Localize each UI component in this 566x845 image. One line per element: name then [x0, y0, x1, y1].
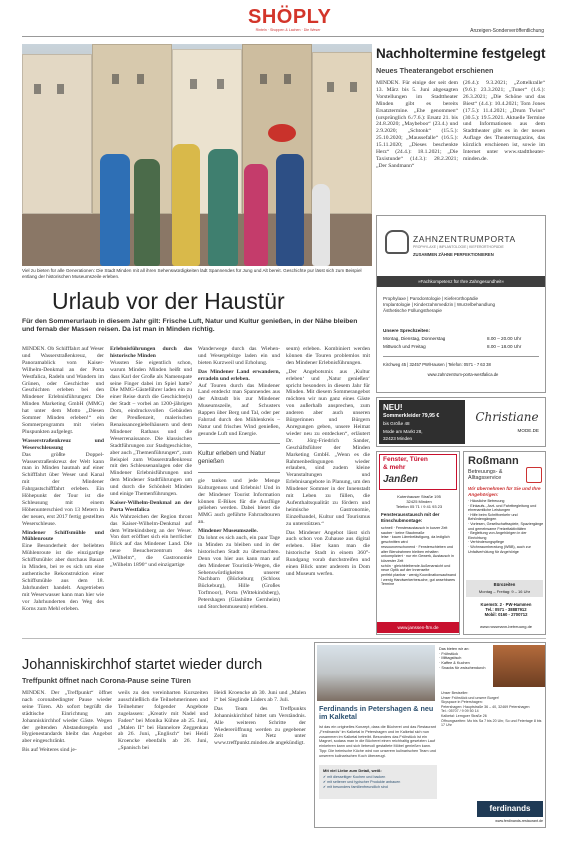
zahnzentrum-tagline2: ZUSAMMEN ZÄHNE PERFEKTIONIEREN — [413, 252, 494, 257]
ferdinands-right-body: Unser Bestseller: Unser Frühstück und unsere Burger! Skyspace in Petershagen: Petershagen: Hauptstraße 36 – 40, 32469 Petershagen Tel.: 05707 / 9 09 50 14 Kalketal: Lemgoer Straße 26 Öffnungszeiten: Mo bis Sa 7 bis 20 Uhr, So und Feiertage 8 bis 17 Uhr — [441, 691, 542, 728]
theater-headline: Nachholtermine festgelegt — [376, 46, 546, 61]
main-col1-c: Eine Besonderheit der beliebten Mühlenroute ist die einzigartige Schiffsmühle: aber durchaus Bauart in Minden, bei re es sich um eine authentische Rekonstruktion einer Schiffsmühle aus dem 18. Jahrhundert handelt. Angetrieben mit Weserwasser kann man hier wie vor Jahrhunderten den Weg des Korns zum Mehl erleben. — [22, 543, 104, 612]
ad-zahnzentrum[interactable] — [376, 215, 546, 393]
main-col3-d: Da lohnt es sich auch, ein paar Tage in Minden zu bleiben und in der historischen Stadt zu übernachten. Denn von hier aus kann man auf den Mindener Touristik-Wegen, die Sehenswürdigkeiten unserer Nachbarn (Bückeburg (Schloss Bückeburg), Hille (Großes Torfmoor), Porta (Wittekindsberg), Petershagen (Glashütte Gernheim) und Storchenmuseum) erleben. — [198, 535, 280, 611]
zahnzentrum-tagline1: PROPHYLAXE | IMPLANTOLOGIE | KIEFERORTHOPÄDIE — [413, 245, 504, 249]
hero-photo — [22, 44, 372, 266]
main-col1-text: MINDEN. Ob Schifffahrt auf Weser und Wasserstraßenkreuz, der Panoramablick vom Kaiser-Wilhelm-Denkmal an der Porta Westfalica, Radeln und Wandern im Grünen, oder Geschichte und Geschichten erleben bei den Mindener Erlebnisführungen: Die Minden Marketing GmbH (MMG) hat unter dem Motto „Diesen Sommer Minden erleben!“ ein Sommerprogramm mit vielen Pluspunkten aufgelegt. — [22, 346, 104, 435]
ferdinands-photo-1 — [317, 645, 435, 701]
zahnzentrum-banner: »Fachkompetenz für Ihre Zahngesundheit« — [377, 276, 545, 287]
main-col2-sub1: Erlebnisführungen durch das historische Minden — [110, 346, 192, 359]
christiane-brand-sub: MODE.DE — [517, 428, 539, 433]
main-col1 — [22, 346, 104, 612]
main-col4-b: „Der Angebotsmix aus ‚Kultur erleben‘ und ‚Natur genießen‘ spricht besonders in diesem Jahr für Minden. Mit diesem Sommerangebot möchten wir nun ganz eines Gäste von außerhalb ansprechen, zum anderen aber auch unseren Bürgerinnen und Bürgern Anregungen geben, unsere Heimat wieder neu zu entdecken“, erläutert Dr. Jörg-Friedrich Sander, Geschäftsführer der Minden Marketing GmbH. „Wenn es die Rahmenbedingungen wieder erlauben, sind zudem kleine Veranstaltungen und Erlebnisangebote in Planung, um den Mindener Sommer in der Innenstadt mit Leben zu füllen, die Aufenthaltsqualität zu fördern und heimische Gastronomie, Einzelhandel, Kultur und Tourismus zu unterstützen.“ — [286, 368, 370, 527]
rossmann-sub: Betreuungs- & Alltagsservice — [468, 469, 503, 482]
ferdinands-logo-text: ferdinands — [489, 804, 531, 813]
theater-subline: Neues Theaterangebot erschienen — [376, 66, 494, 75]
main-col1-sub2: Mindener Schiffsmühle und Mühlenroute — [22, 529, 104, 543]
christiane-badge: NEU! — [383, 403, 403, 412]
zahnzentrum-divider — [383, 356, 539, 357]
main-col2-b: Als Wahrzeichen der Region thront das Kaiser-Wilhelm-Denkmal auf dem Wittekindsberg an der Weser. Von dort eröffnet sich ein herrlicher Blick auf das Mindener Land. Die neue Besucherzentrum des „Wilhelm“, die Gastronomie „Wilhelm 1896“ und einzigartige — [110, 513, 192, 569]
logo-tagline: Rinteln · Shoppen & Lachen · Die Weser — [255, 28, 321, 32]
ad-ferdinands[interactable] — [314, 642, 546, 828]
main-lead: Für den Sommerurlaub in diesem Jahr gilt: Frische Luft, Natur und Kultur genießen, in der Nähe bleiben und fernab der Massen reisen. Da ist man in Minden richtig. — [22, 318, 358, 334]
main-col3-box-title: Kultur erleben und Natur genießen — [198, 449, 266, 465]
ferdinands-body: Ist das ein originelles Konzept, dass die Bücherei und das Restaurant „Ferdinands“ im Kalketal in Petershagen und im Kalketal sich nun zusammen im Kalketal betreibt. Besonders das Frühstück ist ein Magnet, sodass man in die Bücherei einen reichhaltig gesetzten Lauf einkehren kann und sich liebevoll gestaltete Möbel genießen kann. Tipp: Die heimische Küche wird von unserem kulinarischen Team und unserem kulinarischen Koch überzeugt. — [319, 725, 436, 758]
main-col3-b: Auf Touren durch das Mindener Land entdeckt man Spannendes aus der Altstadt bis zur Mindener Museumszeile, auf Schusters Rappen über Berg und Tal, oder per Fahrrad durch den Mühlenkreis – Natur und frisches Wind genießen, gesunde Luft und Energie. — [198, 382, 280, 437]
christiane-line4: 32423 Minden — [383, 436, 413, 441]
rossmann-office-label: Bürozeiten — [493, 582, 516, 587]
zahnzentrum-hours-row1-time: 8.00 – 20.00 Uhr — [487, 336, 522, 341]
friedhof-subline: Treffpunkt öffnet nach Corona-Pause seine Türen — [22, 676, 191, 685]
main-col2 — [110, 346, 192, 569]
christiane-line3: Mode am Markt 28, — [383, 429, 423, 434]
zahnzentrum-hours-row1-days: Montag, Dienstag, Donnerstag — [383, 336, 446, 341]
friedhof-col3-text: Heidi Kroencke ab 30. Juni und „Malen I“ bei Sieglinde Lüders ab 7. Juli. — [214, 690, 306, 703]
main-col3-sub1: Das Mindener Land erwandern, erradeln und erleben. — [198, 368, 280, 382]
zahnzentrum-url[interactable]: www.zahnzentrum-porta-westfalica.de — [427, 372, 499, 377]
ad-janssen[interactable] — [376, 451, 460, 635]
zahnzentrum-hours-row2-time: 8.00 – 18.00 Uhr — [487, 344, 522, 349]
rossmann-items: · Häusliche Betreuung · Einkaufs-, Arzt- und Fahrtbegleitung und ehrenamtliche Leistungen · Hilfe beim Schriftverkehr und Behördengängen · Vorlesen, Gesellschaftsspiele, Spaziergänge und gemeinsame Freizeitaktivitäten · Begleitung von Angehörigen in der Einrichtung · Verhinderungspflege · Wohnraumberatung (WBB), auch zur Unfallverhütung für Angehörige — [468, 499, 544, 554]
friedhof-col1-text: MINDEN. Der „Treffpunkt“ öffnet nach coronabedingter Pause wieder seine Türen. Ab sofort begrüßt die städtische Einrichtung am Johanniskirchhof wieder Gäste. Wegen der geltenden Abstandsregeln und Hygienestandards bleibt das Angebot aber eingeschränkt. — [22, 690, 112, 745]
friedhof-col3 — [214, 690, 306, 747]
christiane-line1: Sommerkleider 79,95 € — [383, 413, 440, 419]
main-col3-sub2: Mindener Museumszeile. — [198, 528, 258, 535]
janssen-headline: Fensterausstausch mit der Einschubmontage: — [381, 512, 440, 523]
janssen-brand3: Janßen — [383, 474, 419, 485]
rossmann-office-hours: Montag – Freitag: 9 – 16 Uhr — [478, 589, 531, 594]
section-label: Anzeigen-Sonderveröffentlichung — [470, 28, 544, 34]
rossmann-address: Kuemstr. 2 · PW-Hammen Tel.: 0571 - 38887912 Mobil: 0160 - 2700712 — [480, 602, 532, 618]
main-col1-sub1: Wasserstraßenkreuz und Weserschleusung — [22, 437, 104, 451]
shoply-logo — [248, 6, 332, 30]
main-col4 — [286, 346, 370, 578]
page-header — [0, 0, 566, 40]
main-col3-c: gie tanken und jede Menge Kulturgenuss und Erlebnis! Und in der Mindener Tourist Information können E-Bikes für die Ausflüge geliehen werden. Dabei bietet die MMG auch geführte Fahrradtouren an. — [198, 477, 280, 526]
friedhof-col1 — [22, 690, 112, 754]
hero-caption: Viel zu bieten für alle Generationen: Die Stadt Minden mit all ihren Sehenswürdigkeiten lädt Spannendes für Jung und Alt bereit. Geschichte pur lässt sich zum Beispiel entlang der historischen Museumszeile erleben. — [22, 268, 362, 279]
zahnzentrum-services: Prophylaxe | Parodontologie | Kieferorthopädie Implantologie | Kinderzahnmedizin | Wurzelbehandlung Ästhetische Füllungstherapie — [383, 296, 496, 313]
main-headline: Urlaub vor der Haustür — [52, 288, 285, 314]
tooth-icon — [385, 230, 409, 254]
ad-christiane[interactable] — [376, 397, 546, 447]
ferdinands-headline: Ferdinands in Petershagen & neu im Kalketal — [319, 704, 434, 722]
theater-col1: MINDEN. Für einige der seit dem 13. März bis 5. Juni abgesagten Vorstellungen im Stadttheater Minden gibt es bereits Ersatztermine. „Ehe genommen“ (ursprünglich 6./7.6.): Ersatz 21. bis 24.8.2020; „Maybeboo“ (23.4.) und 2.9.2020; „Schtonk“ (15.5.): 25.10.2020; „Maussefalle“ (16.5.): 15.11.2020; „Dieses beschenkte Herz“ (24.4.): 18.1.2021; „Die Taxistunde“ (14.3.): 28.2.2021; „Der Sandmann“ — [376, 80, 458, 169]
header-rule — [22, 36, 544, 37]
friedhof-col1-b: Bis auf Weiteres sind je- — [22, 747, 77, 754]
friedhof-col3-b: Das Team des Treffpunkts Johanniskirchhof hittet um Verständnis. Alle weiteren Schritte der Wiedereröffnung werden zu gegebener Zeit im Netz unter www.treffpunkt.minden.de angekündigt. — [214, 705, 306, 747]
christiane-line2: bis Größe 48 — [383, 421, 410, 426]
ferdinands-list: ✔ mit diesseitiger Kochen und backen ✔ mit seltener und typischer Produkte anbauen ✔ mit besonders familienfreundlich sind — [323, 775, 401, 789]
rossmann-url[interactable]: www.rossmann-betreuung.de — [479, 624, 533, 629]
main-col2-text: Wussten Sie eigentlich schon, warum Minden Minden heißt und dass Karl der Große als Namenspate seine Finger dabei im Spiel hatte? Die MMG-Gästeführer laden ein zu einer Reise durch die Geschichte(n) der Stadt – vorbei an 1200-jährigen Dom, eindrucksvollen Gebäuden der Preußenzeit, malerischen Renaissancegiebelhäusern und dem Mindener Rathaus und die Weserrenaissance. Die klassischen Stadtführungen zur Stadtgeschichte, aber auch „Themenführungen“, zum Beispiel zum Wasserstraßenkreuz mit den Schleusenanlagen oder die Mindener Erlebnisführungen und dem Mindener Stadtführungen um und durch die Schönheit Minden und einige Themenführungen. — [110, 359, 192, 498]
ferdinands-photo-2 — [493, 645, 545, 687]
christiane-promo — [379, 400, 465, 444]
friedhof-headline: Johanniskirchhof startet wieder durch — [22, 657, 263, 673]
ad-rossmann[interactable] — [463, 451, 546, 635]
section-divider — [22, 638, 546, 639]
logo-text: SHÖPLY — [248, 6, 332, 28]
ferdinands-url[interactable]: www.ferdinands-restaurant.de — [495, 819, 543, 823]
main-col3-text: Wanderwege durch das Wiehen- und Wesergebirge laden ein und bieten Kurzweil und Erholung. — [198, 346, 280, 366]
rossmann-brand: Roßmann — [468, 455, 519, 467]
zahnzentrum-hours-title: Unsere Sprechzeiten: — [383, 328, 430, 333]
friedhof-col2: weils zu den vereinbarten Kurszeiten ausschließlich die Teilnehmerinnen und Teilnehmer folgender Angebote zugelassen: „Kreativ mit Nadel und Faden“ bei Monika Kühne ab 25. Juni, „Malen II“ bei Hannelore Zeggenkau ab 26. Juni, „Englisch“ bei Heidi Kroencke ebenfalls ab 26. Juni, „Spanisch bei — [118, 690, 208, 752]
janssen-address: Kutenhauser Straße 195 32425 Minden Telefon 05 71 / 9 41 93 23 — [395, 494, 443, 509]
main-col3-box — [198, 443, 280, 473]
ferdinands-right-list: Das bieten wir an: · Frühstück · Mittagstisch · Kaffee & Kuchen · Snacks für zwischendurch — [439, 647, 486, 670]
main-col4-c: Das Mindener Angebot lässt sich auch schon von Zuhause aus digital erleben. Hier kann man die historische Stadt in einem 360°-Rundgang vorab durchstreifen und einen Blick unter anderem in Dom und Museum werfen. — [286, 529, 370, 577]
zahnzentrum-hours-row2-days: Mittwoch und Freitag — [383, 344, 426, 349]
rossmann-logo-icon — [526, 467, 542, 483]
rossmann-headline: Wir übernehmen für Sie und Ihre Angehörigen: — [468, 486, 541, 497]
janssen-brand2: & mehr — [383, 464, 406, 471]
janssen-body: schnell · Fensteraustausch in kurzer Zeit sauber · keine Staubmaße leise · kaum Lärmbelästigung, da lediglich geschnitten wird ressourcenschonend · Fensterschieben und alter Blendrahmen bleiben erhalten unkompliziert · nur ein Gewerk, Austausch in kürzester Zeit schön · gleichbleibende Außenansicht und neue Optik auf der Innenseite perfekt planbar · wenig Koordinationsaufwand / wenig Handwerkerbesuche, gut ansehbares Termine — [381, 526, 457, 587]
main-col4-text: seum) erleben. Kombiniert werden können die Touren problemlos mit den Mindener Erlebnisführungen. — [286, 346, 370, 366]
ferdinands-logo — [477, 801, 543, 817]
zahnzentrum-address: Kirchweg 45 | 32457 PW/Hausen | Telefon: 0571 - 7 63 38 — [383, 362, 491, 367]
christiane-brand: Christiane — [475, 410, 539, 424]
theater-col2: (26.4.): 9.3.2021; „Zottelkralle“ (9.6.): 23.3.2021; „Tuner“ (1.6.): 26.3.2021; „Die Schöne und das Biest“ (4.4.): 10.4.2021; Tom Jones (17.5.): 11.4.2021; „Drum Twins“ (30.5.): 19.5.2021. Aktuelle Termine und Informationen aus dem Stadttheater gibt es in der neuen Auflage des Theatermagazins, das kürzlich erschienen ist, sowie im Internet unter www.stadttheater-minden.de. — [463, 80, 545, 162]
main-col2-sub2: Kaiser-Wilhelm-Denkmal an der Porta Westfalica — [110, 499, 192, 513]
main-col1-b: Das größte Doppel-Wasserstraßenkreuz der Welt kann man in Minden hautnah auf einer Schifffahrt über Weser und Kanal mit der Mindener Fahrgastschifffahrt erleben. Ein Höhepunkt der Tour ist die Schleusung mit einem Höhenunterschied von 13 Metern in der neuen, erst 2017 fertig gestellten Weserschleuse. — [22, 451, 104, 527]
main-col3 — [198, 346, 280, 611]
janssen-url[interactable]: www.janssen-ftm.de — [377, 622, 459, 633]
ferdinands-list-title: Mit viel Liebe zum Detail, weiß: — [323, 768, 382, 773]
zahnzentrum-name: ZAHNZENTRUMPORTA — [413, 234, 516, 244]
janssen-brand1: Fenster, Türen — [383, 456, 428, 463]
